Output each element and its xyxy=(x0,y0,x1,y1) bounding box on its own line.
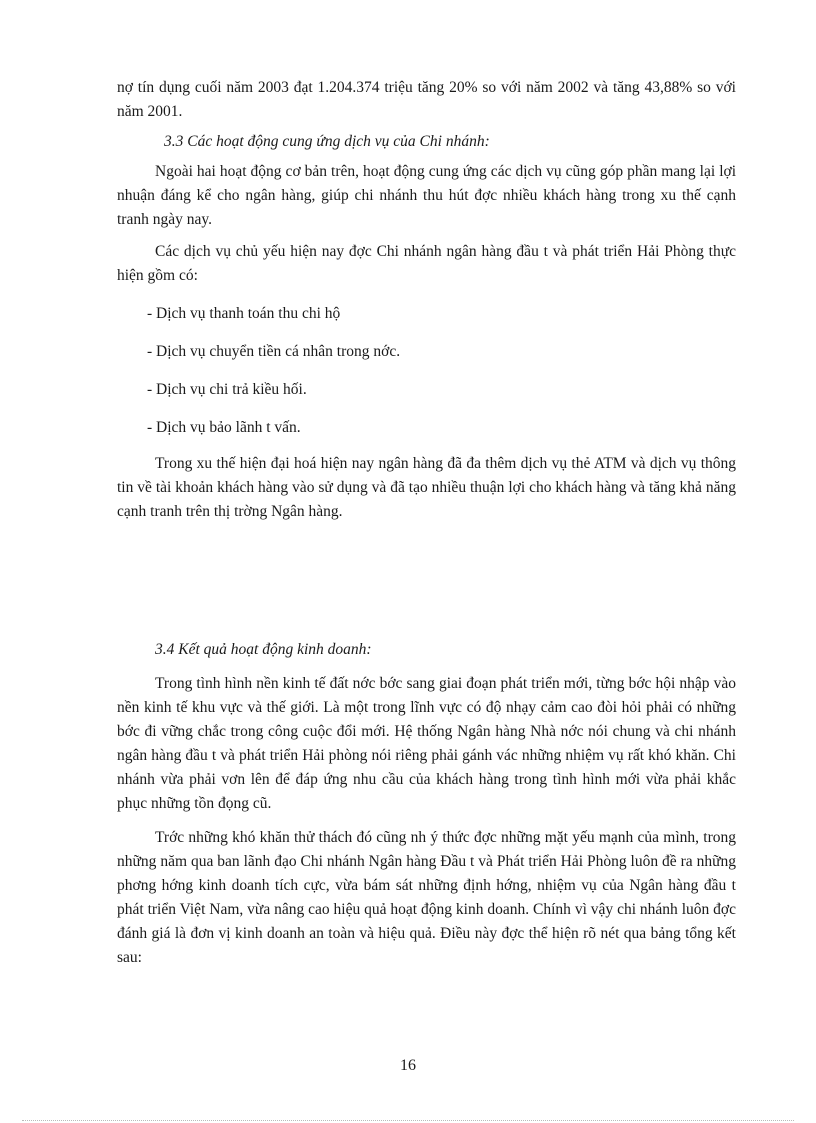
section-3-4-heading: 3.4 Kết quả hoạt động kinh doanh: xyxy=(155,641,372,658)
paragraph: Trong tình hình nền kinh tế đất nớc bớc sang giai đoạn phát triển mới, từng bớc hội nhập vào nền kinh tế khu vực và thế giới. Là một trong lĩnh vực có độ nhạy cảm cao đòi hỏi phải có những bớc đi vững chắc trong công cuộc đổi mới. Hệ thống Ngân hàng Nhà nớc nói chung và chi nhánh ngân hàng đầu t và phát triển Hải phòng nói riêng phải gánh vác những nhiệm vụ rất khó khăn. Chi nhánh vừa phải vơn lên để đáp ứng nhu cầu của khách hàng trong tình hình mới vừa phải khắc phục những tồn đọng cũ. xyxy=(117,675,736,812)
section-3-3-block xyxy=(117,76,736,524)
intro-paragraph: nợ tín dụng cuối năm 2003 đạt 1.204.374 triệu tăng 20% so với năm 2002 và tăng 43,88% so với năm 2001. xyxy=(117,79,736,120)
bullet-item: - Dịch vụ chuyển tiền cá nhân trong nớc. xyxy=(147,343,401,360)
paragraph: Các dịch vụ chủ yếu hiện nay đợc Chi nhánh ngân hàng đầu t và phát triển Hải Phòng thực hiện gồm có: xyxy=(117,243,736,284)
bullet-item: - Dịch vụ thanh toán thu chi hộ xyxy=(147,305,341,322)
closing-paragraph: Trong xu thế hiện đại hoá hiện nay ngân hàng đã đa thêm dịch vụ thẻ ATM và dịch vụ thông tin về tài khoản khách hàng vào sử dụng và đã tạo nhiều thuận lợi cho khách hàng và tăng khả năng cạnh tranh trên thị trờng Ngân hàng. xyxy=(117,455,736,520)
bullet-item: - Dịch vụ chi trả kiều hối. xyxy=(147,381,307,398)
section-3-3-heading: 3.3 Các hoạt động cung ứng dịch vụ của Chi nhánh: xyxy=(164,133,490,150)
bullet-item: - Dịch vụ bảo lãnh t vấn. xyxy=(147,419,301,436)
paragraph: Trớc những khó khăn thử thách đó cũng nh ý thức đợc những mặt yếu mạnh của mình, trong những năm qua ban lãnh đạo Chi nhánh Ngân hàng Đầu t và Phát triển Hải Phòng luôn đề ra những phơng hớng kinh doanh tích cực, vừa bám sát những định hớng, nhiệm vụ của Ngân hàng đầu t phát triển Việt Nam, vừa nâng cao hiệu quả hoạt động kinh doanh. Chính vì vậy chi nhánh luôn đợc đánh giá là đơn vị kinh doanh an toàn và hiệu quả. Điều này đợc thể hiện rõ nét qua bảng tổng kết sau: xyxy=(117,829,736,966)
page-footer-divider xyxy=(22,1120,794,1121)
paragraph: Ngoài hai hoạt động cơ bản trên, hoạt động cung ứng các dịch vụ cũng góp phần mang lại lợi nhuận đáng kể cho ngân hàng, giúp chi nhánh thu hút đợc nhiều khách hàng trong xu thế cạnh tranh ngày nay. xyxy=(117,163,736,228)
section-3-4-block xyxy=(117,638,736,970)
page-number: 16 xyxy=(400,1057,416,1074)
